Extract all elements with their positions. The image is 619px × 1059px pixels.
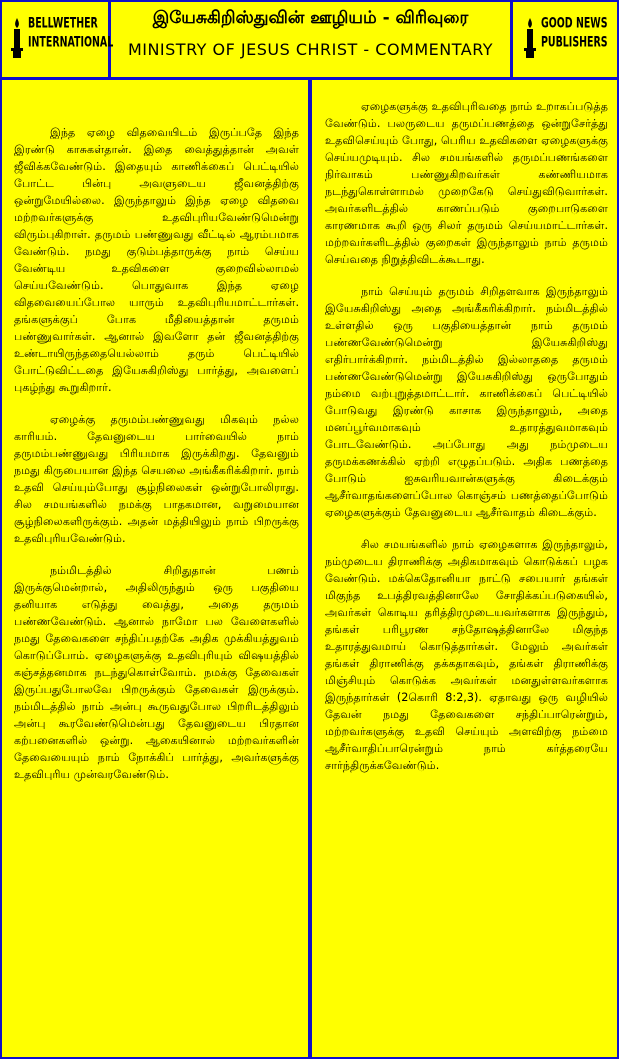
good-news-line2: PUBLISHERS [541,34,608,51]
bellwether-logo [2,2,114,77]
header [2,2,617,80]
good-news-line1: GOOD NEWS [541,15,608,32]
left-column [2,80,311,1057]
right-column-text [325,98,608,789]
good-news-logo-text [541,14,608,52]
paragraph: நாம் செய்யும் தருமம் சிறிதளவாக இருந்தாலும் இயேசுகிறிஸ்து அதை அங்கீகரிக்கிறார். நம்மிடத்தில் உள்ளதில் ஒரு பகுதியைத்தான் நாம் தருமம் பண்ணவேண்டுமென்று இயேசுகிறிஸ்து எதிர்பார்க்கிறார். நம்மிடத்தில் இல்லாததை தருமம் பண்ணவேண்டுமென்று இயேசுகிறிஸ்து ஒருபோதும் நம்மை வற்புறுத்தமாட்டார். காணிக்கைப் பெட்டியில் போடுவது இரண்டு காசாக இருந்தாலும், அதை மனப்பூர்வமாகவும் உதாரத்துவமாகவும் போடவேண்டும். அப்போது அது நம்முடைய தருமக்கணக்கில் ஏற்றி எழுதப்படும். அதிக பணத்தை போடும் ஐசுவரியவான்களுக்கு கிடைக்கும் ஆசீர்வாதங்களைப்போல கொஞ்சம் பணத்தைப்போடும் ஏழைகளுக்கும் தேவனுடைய ஆசீர்வாதம் கிடைக்கும். [325,285,608,519]
left-column-text [14,124,299,798]
title-tamil: இயேசுகிறிஸ்துவின் ஊழியம் - விரிவுரை [152,8,469,28]
bellwether-line1: BELLWETHER [28,15,98,32]
paragraph: சில சமயங்களில் நாம் ஏழைகளாக இருந்தாலும், நம்முடைய திராணிக்கு அதிகமாகவும் கொடுக்கப் பழக வேண்டும். மக்கெதோனியா நாட்டு சபையார் தங்கள் மிகுந்த உபத்திரவத்தினாலே சோதிக்கப்படுகையில், அவர்கள் கொடிய தரித்திரமுடையவர்களாக இருந்தும், தங்கள் பரிபூரண சந்தோஷத்தினாலே மிகுந்த உதாரத்துவமாய் கொடுத்தார்கள். மேலும் அவர்கள் தங்கள் திராணிக்கு தக்கதாகவும், தங்கள் திராணிக்கு மிஞ்சியும் கொடுக்க அவர்கள் மனதுள்ளவர்களாக இருந்தார்கள் (2கொரி 8:2,3). ஏதாவது ஒரு வழியில் தேவன் நமது தேவைகளை சந்திப்பாரென்றும், மற்றவர்களுக்கு உதவி செய்யும் அளவிற்கு நம்மை ஆசீர்வாதிப்பாரென்றும் நாம் கர்த்தரையே சார்ந்திருக்கவேண்டும். [325,538,608,772]
column-divider [309,80,312,1057]
candle-icon [10,18,24,58]
bellwether-line2: INTERNATIONAL [28,34,114,51]
right-column [311,80,617,1057]
paragraph: ஏழைகளுக்கு உதவிபுரிவதை நாம் உறாகப்படுத்த வேண்டும். பலருடைய தருமப்பணத்தை ஒன்றுசேர்த்து உதவிசெய்யும் போது, பெரிய உதவிகளை ஏழைகளுக்கு செய்யமுடியும். சில சமயங்களில் தருமப்பணங்களை நிர்வாகம் பண்ணுகிறவர்கள் கண்ணியமாக நடந்துகொள்ளாமல் முறைகேடு செய்துவிடுவார்கள். அவர்களிடத்தில் காணப்படும் குறைபாடுகளை காரணமாக கூறி ஒரு சிலர் தருமம் செய்யமாட்டார்கள். மற்றவர்களிடத்தில் குறைகள் இருந்தாலும் நாம் தருமம் செய்வதை நிறுத்திவிடக்கூடாது. [325,100,608,266]
candle-icon [523,18,537,58]
title-english: MINISTRY OF JESUS CHRIST - COMMENTARY [127,40,494,59]
good-news-publishers-logo [510,2,617,77]
bellwether-logo-text [28,14,113,52]
paragraph: இந்த ஏழை விதவையிடம் இருப்பதே இந்த இரண்டு காசுகள்தான். இதை வைத்துத்தான் அவள் ஜீவிக்கவேண்டும். இதையும் காணிக்கைப் பெட்டியில் போட்ட பின்பு அவளுடைய ஜீவனத்திற்கு ஒன்றுமேயில்லை. இருந்தாலும் இந்த ஏழை விதவை மற்றவர்களுக்கு உதவிபுரியவேண்டுமென்று விரும்புகிறாள். தருமம் பண்ணுவது வீட்டில் ஆரம்பமாக வேண்டும். நமது குடும்பத்தாருக்கு நாம் செய்ய வேண்டிய உதவிகளை குறைவில்லாமல் செய்யவேண்டும். பொதுவாக இந்த ஏழை விதவையைப்போல யாரும் உதவிபுரியமாட்டார்கள். தங்களுக்குப் போக மீதியைத்தான் தருமம் பண்ணுவார்கள். ஆனால் இவளோ தன் ஜீவனத்திற்கு உண்டாயிருந்ததையெல்லாம் தரும் பெட்டியில் போட்டுவிட்டதை இயேசுகிறிஸ்து பார்த்து, அவளைப் புகழ்ந்து கூறுகிறார். [14,126,299,394]
header-title [111,2,510,77]
paragraph: நம்மிடத்தில் சிறிதுதான் பணம் இருக்குமென்றால், அதிலிருந்தும் ஒரு பகுதியை தனியாக எடுத்து வைத்து, அதை தருமம் பண்ணவேண்டும். ஆனால் நாமோ பல வேளைகளில் நமது தேவைகளை சந்திப்பதற்கே அதிக முக்கியத்துவம் கொடுப்போம். ஏழைகளுக்கு உதவிபுரியும் விஷயத்தில் கஞ்சத்தனமாக நடந்துகொள்வோம். நமக்கு தேவைகள் இருப்பதுபோலவே பிறருக்கும் தேவைகள் இருக்கும். நம்மிடத்தில் நாம் அன்பு கூருவதுபோல பிறரிடத்திலும் அன்பு கூரவேண்டுமென்பது தேவனுடைய பிரதான கற்பனைகளில் ஒன்று. ஆகையினால் மற்றவர்களின் தேவையையும் நாம் நோக்கிப் பார்த்து, அவர்களுக்கு உதவிபுரிய முன்வரவேண்டும். [14,564,299,781]
paragraph: ஏழைக்கு தருமம்பண்ணுவது மிகவும் நல்ல காரியம். தேவனுடைய பார்வையில் நாம் தருமம்பண்ணுவது பிரியமாக இருக்கிறது. தேவனும் நமது கிருபையான இந்த செயலை அங்கீகரிக்கிறார். நாம் உதவி செய்யும்போது சூழ்நிலைகள் ஒன்றுபோலிராது. சில சமயங்களில் நமக்கு பாதகமான, வறுமையான சூழ்நிலைகளிருக்கும். அதன் மத்தியிலும் நாம் பிறருக்கு உதவிபுரியவேண்டும். [14,413,299,545]
